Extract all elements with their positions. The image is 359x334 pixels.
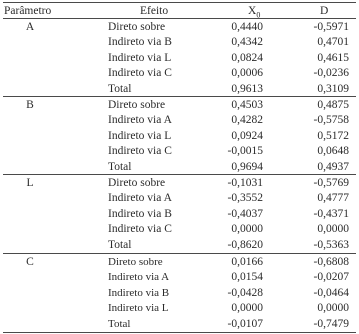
- effect-cell: Direto sobre: [108, 99, 166, 111]
- d-value-cell: -0,0236: [313, 67, 349, 80]
- d-value-cell: -0,0464: [313, 286, 349, 299]
- d-value-cell: 0,4937: [317, 160, 349, 173]
- d-value-cell: 0,4701: [317, 36, 349, 49]
- x0-value-cell: -0,8620: [227, 238, 263, 251]
- parameter-label: C: [26, 256, 34, 268]
- effect-cell: Total: [108, 160, 132, 173]
- x0-value-cell: -0,0428: [227, 286, 263, 299]
- x0-value-cell: 0,0166: [231, 256, 263, 268]
- x0-value-cell: 0,0824: [231, 51, 263, 64]
- effect-cell: Indireto via C: [108, 67, 172, 80]
- effect-cell: Indireto via A: [108, 271, 170, 284]
- effect-cell: Indireto via C: [108, 145, 172, 158]
- d-value-cell: 0,0000: [317, 302, 349, 315]
- x0-value-cell: 0,0000: [231, 223, 263, 236]
- group-rule: [3, 174, 356, 175]
- x0-value-cell: 0,0006: [231, 67, 263, 80]
- x0-value-cell: 0,0154: [231, 271, 263, 284]
- d-value-cell: -0,5971: [313, 21, 349, 33]
- header-parametro: Parâmetro: [4, 5, 52, 17]
- d-value-cell: -0,0207: [313, 271, 349, 284]
- d-value-cell: 0,4615: [317, 51, 349, 64]
- header-rule: [3, 18, 356, 19]
- group-rule: [3, 253, 356, 254]
- x0-value-cell: -0,4037: [227, 207, 263, 220]
- header-d: D: [320, 5, 329, 17]
- effect-cell: Indireto via C: [108, 223, 172, 236]
- parameter-label: L: [26, 177, 34, 189]
- d-value-cell: -0,5769: [313, 177, 349, 189]
- header-x0-base: X: [248, 5, 257, 17]
- effect-cell: Indireto via B: [108, 286, 170, 299]
- header-efeito: Efeito: [140, 5, 169, 17]
- d-value-cell: 0,5172: [317, 129, 349, 142]
- effect-cell: Direto sobre: [108, 177, 166, 189]
- d-value-cell: -0,6808: [313, 256, 349, 268]
- group-rule: [3, 96, 356, 97]
- x0-value-cell: -0,0107: [227, 317, 263, 330]
- d-value-cell: -0,5758: [313, 114, 349, 127]
- effect-cell: Indireto via A: [108, 192, 172, 205]
- effect-cell: Indireto via L: [108, 302, 169, 315]
- x0-value-cell: 0,4503: [231, 99, 263, 111]
- effect-cell: Total: [108, 317, 131, 330]
- d-value-cell: 0,4875: [317, 99, 349, 111]
- d-value-cell: -0,5363: [313, 238, 349, 251]
- x0-value-cell: 0,0000: [231, 302, 263, 315]
- effect-cell: Total: [108, 82, 132, 95]
- effect-cell: Indireto via A: [108, 114, 172, 127]
- d-value-cell: 0,0648: [317, 145, 349, 158]
- x0-value-cell: -0,1031: [227, 177, 263, 189]
- d-value-cell: 0,4777: [317, 192, 349, 205]
- x0-value-cell: -0,0015: [227, 145, 263, 158]
- effect-cell: Indireto via B: [108, 36, 172, 49]
- effect-cell: Direto sobre: [108, 256, 163, 268]
- d-value-cell: 0,0000: [317, 223, 349, 236]
- effect-cell: Indireto via B: [108, 207, 172, 220]
- group-rule: [3, 332, 356, 333]
- x0-value-cell: 0,9613: [231, 82, 263, 95]
- x0-value-cell: 0,0924: [231, 129, 263, 142]
- effect-cell: Indireto via L: [108, 51, 172, 64]
- parameter-label: B: [26, 99, 34, 111]
- x0-value-cell: 0,4282: [231, 114, 263, 127]
- d-value-cell: 0,3109: [317, 82, 349, 95]
- d-value-cell: -0,4371: [313, 207, 349, 220]
- parameter-label: A: [25, 21, 35, 33]
- x0-value-cell: 0,4440: [231, 21, 263, 33]
- top-rule: [3, 2, 356, 3]
- effect-cell: Indireto via L: [108, 129, 172, 142]
- x0-value-cell: -0,3552: [227, 192, 263, 205]
- d-value-cell: -0,7479: [313, 317, 349, 330]
- header-x0-subscript: 0: [256, 10, 261, 20]
- x0-value-cell: 0,9694: [231, 160, 263, 173]
- x0-value-cell: 0,4342: [231, 36, 263, 49]
- effect-cell: Total: [108, 238, 132, 251]
- effect-cell: Direto sobre: [108, 21, 166, 33]
